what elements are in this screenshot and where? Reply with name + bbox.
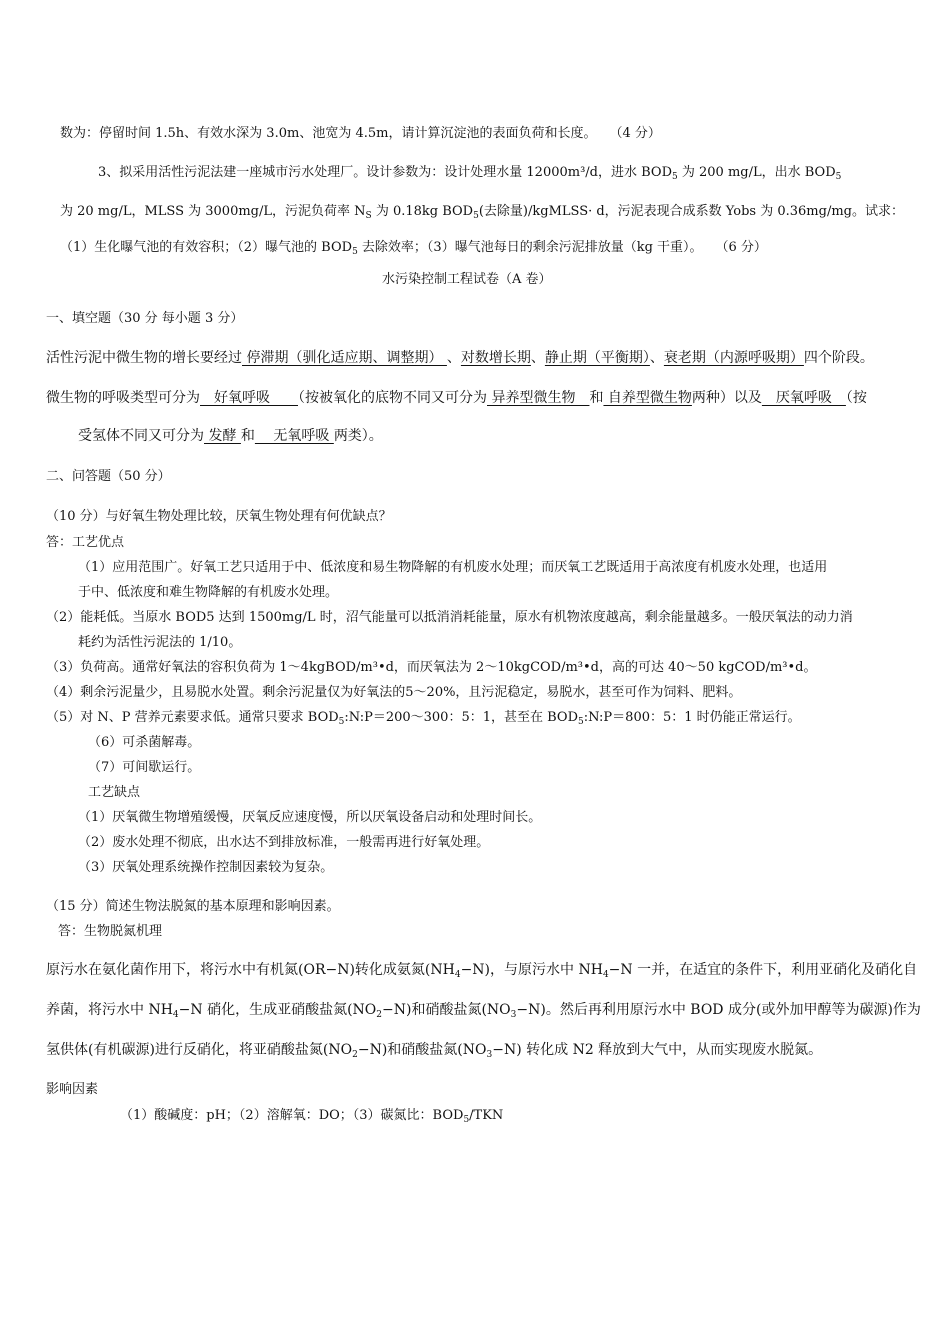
text: 和 <box>589 390 604 406</box>
text: 养菌，将污水中 NH <box>46 1002 173 1018</box>
exam-title <box>382 272 552 288</box>
subscript: 4 <box>454 970 461 980</box>
advantage-4 <box>46 685 741 701</box>
text: 原污水在氨化菌作用下，将污水中有机氮(OR−N)转化成氨氮(NH <box>46 962 455 978</box>
answer-blank: 异养型微生物 <box>487 390 590 406</box>
subscript: 5 <box>352 247 358 257</box>
subscript: 5 <box>578 717 584 727</box>
text: （按 <box>845 390 867 406</box>
text: 工艺缺点 <box>88 785 141 800</box>
text: 、 <box>649 350 664 366</box>
text: 两类）。 <box>333 428 383 444</box>
answer-blank: 好氧呼吸 <box>200 390 298 406</box>
subscript: 5 <box>473 211 479 221</box>
text: −N) 转化成 N2 释放到大气中，从而实现废水脱氮。 <box>492 1042 823 1058</box>
fill-blank-q2 <box>46 390 867 406</box>
text: （1）酸碱度：pH；（2）溶解氧：DO；（3）碳氮比：BOD <box>120 1108 464 1123</box>
subscript: 3 <box>510 1010 517 1020</box>
answer-blank: 发酵 <box>204 428 241 444</box>
mechanism-line-2 <box>46 1002 921 1018</box>
cons-heading <box>88 785 140 801</box>
text: 为 200 mg/L，出水 BOD <box>677 165 836 180</box>
text: 答：生物脱氮机理 <box>58 924 163 939</box>
text: 活性污泥中微生物的增长要经过 <box>46 350 242 366</box>
answer-blank: 无氧呼吸 <box>254 428 334 444</box>
text: 于中、低浓度和难生物降解的有机废水处理。 <box>78 585 339 600</box>
answer-label <box>58 924 162 940</box>
text: （4）剩余污泥量少，且易脱水处置。剩余污泥量仅为好氧法的5～20%，且污泥稳定，易脱水，甚至可作为饲料、肥料。 <box>46 685 742 700</box>
text: 耗约为活性污泥法的 1/10。 <box>78 635 242 650</box>
text: （1）厌氧微生物增殖缓慢，厌氧反应速度慢，所以厌氧设备启动和处理时间长。 <box>78 810 542 825</box>
text: 四个阶段。 <box>803 350 874 366</box>
advantage-2-continued <box>78 635 241 651</box>
text: （2）废水处理不彻底，出水达不到排放标准，一般需再进行好氧处理。 <box>78 835 490 850</box>
advantage-2 <box>46 610 853 626</box>
text: 为 0.18kg BOD <box>371 204 474 219</box>
advantage-7 <box>88 760 200 776</box>
answer-blank: 自养型微生物 <box>603 390 692 406</box>
answer-blank: 静止期（平衡期） <box>544 350 650 366</box>
text: 3、拟采用活性污泥法建一座城市污水处理厂。设计参数为：设计处理水量 12000m³/d，进水 BOD <box>98 165 673 180</box>
subscript: 4 <box>602 970 609 980</box>
advantage-5 <box>46 710 801 726</box>
text: （5）对 N、P 营养元素要求低。通常只要求 BOD <box>46 710 339 725</box>
text: （3）负荷高。通常好氧法的容积负荷为 1～4kgBOD/m³•d，而厌氧法为 2～10kgCOD/m³•d，高的可达 40～50 kgCOD/m³•d。 <box>46 660 817 675</box>
text: （1）生化曝气池的有效容积；（2）曝气池的 BOD <box>60 240 353 255</box>
text: 两种）以及 <box>691 390 762 406</box>
text: −N 一并，在适宜的条件下，利用亚硝化及硝化自 <box>608 962 918 978</box>
advantage-3 <box>46 660 817 676</box>
essay-q1 <box>46 509 392 525</box>
text: 、 <box>446 350 461 366</box>
subscript: 4 <box>172 1010 179 1020</box>
answer-blank: 厌氧呼吸 <box>761 390 846 406</box>
text: /TKN <box>469 1108 504 1123</box>
text: −N)和硝酸盐氮(NO <box>382 1002 511 1018</box>
text: 氢供体(有机碳源)进行反硝化，将亚硝酸盐氮(NO <box>46 1042 353 1058</box>
subscript: 2 <box>352 1050 358 1060</box>
disadvantage-2 <box>78 835 489 851</box>
question-3-line-1 <box>98 165 841 181</box>
text: :N:P＝200～300：5：1，甚至在 BOD <box>344 710 579 725</box>
text: （1）应用范围广。好氧工艺只适用于中、低浓度和易生物降解的有机废水处理；而厌氧工艺既适用于高浓度有机废水处理，也适用 <box>78 560 828 575</box>
answer-label <box>46 535 124 551</box>
subscript: 2 <box>376 1010 383 1020</box>
text: 答：工艺优点 <box>46 535 125 550</box>
subscript: 3 <box>486 1050 493 1060</box>
question-3-line-2 <box>60 204 904 220</box>
text: 去除效率；（3）曝气池每日的剩余污泥排放量（kg 干重）。 （6 分） <box>357 240 767 255</box>
subscript: S <box>365 211 372 221</box>
factors-heading <box>46 1082 98 1098</box>
advantage-1-continued <box>78 585 338 601</box>
fill-blank-q1 <box>46 350 874 366</box>
text: 受氢体不同又可分为 <box>78 428 204 444</box>
text: 二、问答题（50 分） <box>46 469 171 484</box>
text: （7）可间歇运行。 <box>88 760 201 775</box>
section-2-heading <box>46 469 171 485</box>
text: （6）可杀菌解毒。 <box>88 735 201 750</box>
essay-q2 <box>46 899 340 915</box>
fill-blank-q2-continued <box>78 428 383 444</box>
text: 一、填空题（30 分 每小题 3 分） <box>46 311 244 326</box>
text: 水污染控制工程试卷（A 卷） <box>382 272 552 287</box>
advantage-1 <box>78 560 827 576</box>
question-3-line-3 <box>60 240 767 256</box>
text: 影响因素 <box>46 1082 99 1097</box>
mechanism-line-1 <box>46 962 917 978</box>
section-1-heading <box>46 311 243 327</box>
text: 为 20 mg/L，MLSS 为 3000mg/L，污泥负荷率 N <box>60 204 366 219</box>
text: −N 硝化，生成亚硝酸盐氮(NO <box>178 1002 377 1018</box>
text: （10 分）与好氧生物处理比较，厌氧生物处理有何优缺点？ <box>46 509 392 524</box>
question-continuation-line <box>60 126 661 142</box>
text: （按被氧化的底物不同又可分为 <box>298 390 487 406</box>
mechanism-line-3 <box>46 1042 822 1058</box>
text: （3）厌氧处理系统操作控制因素较为复杂。 <box>78 860 334 875</box>
advantage-6 <box>88 735 200 751</box>
answer-blank: 停滞期（驯化适应期、调整期） <box>242 350 447 366</box>
answer-blank: 对数增长期 <box>460 350 531 366</box>
subscript: 5 <box>835 172 842 182</box>
text: 、 <box>530 350 545 366</box>
text: −N)。然后再利用原污水中 BOD 成分(或外加甲醇等为碳源)作为 <box>516 1002 921 1018</box>
disadvantage-3 <box>78 860 333 876</box>
text: −N)，与原污水中 NH <box>460 962 603 978</box>
text: −N)和硝酸盐氮(NO <box>357 1042 487 1058</box>
disadvantage-1 <box>78 810 541 826</box>
text: :N:P＝800：5：1 时仍能正常运行。 <box>583 710 801 725</box>
factors-list <box>120 1108 503 1124</box>
text: 微生物的呼吸类型可分为 <box>46 390 200 406</box>
text: 数为：停留时间 1.5h、有效水深为 3.0m、池宽为 4.5m，请计算沉淀池的表面负荷和长度。 （4 分） <box>60 126 661 141</box>
subscript: 5 <box>338 717 345 727</box>
text: （15 分）简述生物法脱氮的基本原理和影响因素。 <box>46 899 340 914</box>
text: (去除量)/kgMLSS· d，污泥表现合成系数 Yobs 为 0.36mg/mg。试求： <box>478 204 904 219</box>
text: 和 <box>240 428 255 444</box>
answer-blank: 衰老期（内源呼吸期） <box>663 350 804 366</box>
subscript: 5 <box>672 172 678 182</box>
text: （2）能耗低。当原水 BOD5 达到 1500mg/L 时，沼气能量可以抵消消耗能量，原水有机物浓度越高，剩余能量越多。一般厌氧法的动力消 <box>46 610 853 625</box>
subscript: 5 <box>463 1115 470 1125</box>
